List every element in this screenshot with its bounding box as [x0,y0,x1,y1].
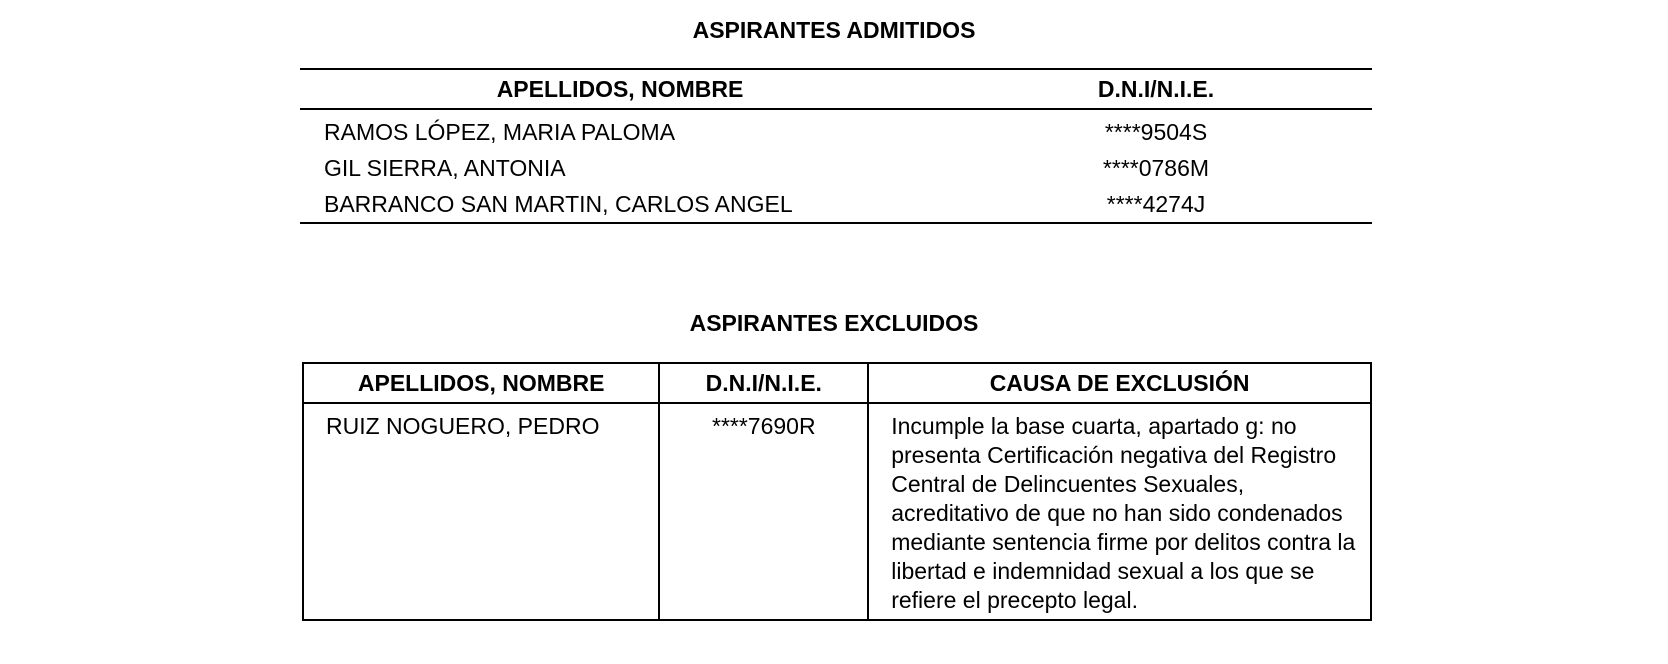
admitted-header-dni: D.N.I/N.I.E. [940,69,1372,109]
excluded-header-name: APELLIDOS, NOMBRE [303,363,659,403]
excluded-name-cell: RUIZ NOGUERO, PEDRO [303,403,659,620]
admitted-dni-cell: ****9504S [1104,118,1208,145]
admitted-dni-cell: ****0786M [1102,154,1210,181]
admitted-section-title: ASPIRANTES ADMITIDOS [692,17,976,43]
admitted-table [300,68,1372,224]
excluded-header-dni: D.N.I/N.I.E. [659,363,868,403]
excluded-table [302,362,1372,621]
excluded-cause-cell: Incumple la base cuarta, apartado g: no presenta Certificación negativa del Registro Central de Delincuentes Sexuales, acreditativo de que no han sido condenados mediante sentencia firme por delitos contra la libertad e indemnidad sexual a los que se refiere el precepto legal. [868,403,1371,620]
excluded-header-row [303,363,1371,403]
table-row [300,109,1372,150]
admitted-name-cell: RAMOS LÓPEZ, MARIA PALOMA [324,118,676,145]
admitted-name-cell: GIL SIERRA, ANTONIA [324,154,566,181]
admitted-dni-cell: ****4274J [940,186,1372,223]
admitted-header-name: APELLIDOS, NOMBRE [300,69,940,109]
table-row [300,150,1372,186]
excluded-header-cause: CAUSA DE EXCLUSIÓN [868,363,1371,403]
admitted-name-cell: BARRANCO SAN MARTIN, CARLOS ANGEL [300,186,940,223]
table-row [300,186,1372,223]
table-row [303,403,1371,620]
excluded-section-title: ASPIRANTES EXCLUIDOS [689,310,979,336]
excluded-dni-cell: ****7690R [659,403,868,620]
admitted-header-row [300,69,1372,109]
